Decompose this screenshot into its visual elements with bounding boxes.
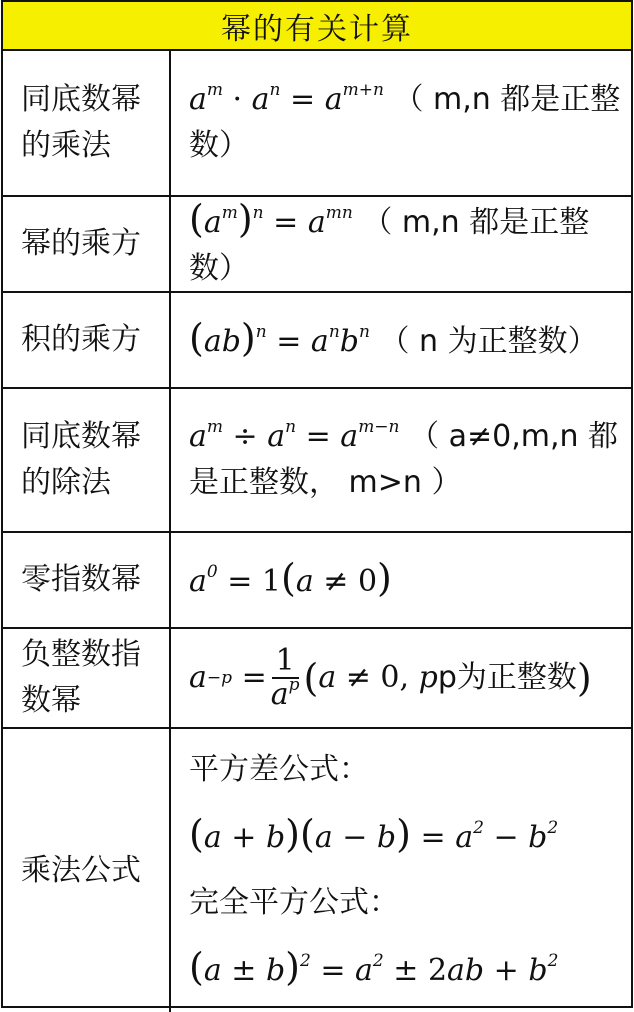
table-row-negative-exponent [3, 629, 631, 729]
row-formula: 平方差公式： $(a + b)(a - b) = a^2 - b^2$ 完全平方公式： $(a \pm b)^2 = a^2 \pm 2ab + b^2$ [171, 729, 631, 1012]
difference-of-squares-label: 平方差公式： [189, 752, 369, 788]
row-note: p为正整数 [437, 660, 577, 695]
table-row-power-of-power [3, 197, 631, 293]
row-formula: $a^m \div a^n = a^{m-n}$ （ a≠0,m,n 都是正整数， m>n ） [189, 417, 619, 500]
table-row-multiplication-formulas [3, 729, 631, 1012]
row-note: （ m,n 都是正整数） [189, 82, 621, 163]
perfect-square-label: 完全平方公式： [189, 884, 399, 920]
row-name: 同底数幂的除法 [3, 389, 171, 531]
row-formula: $a^m \cdot a^n = a^{m+n}$ （ m,n 都是正整数） [189, 80, 621, 163]
row-name: 负整数指数幂 [3, 629, 171, 727]
row-name: 积的乘方 [3, 293, 171, 387]
table-row-multiplication [3, 51, 631, 197]
row-name: 幂的乘方 [3, 197, 171, 291]
row-formula: $a^0 = 1(a \ne 0)$ [189, 556, 392, 600]
row-formula: a −p = $\frac{1}{a^p}$ ( a ≠ 0, p p为正整数 ) [189, 643, 592, 712]
row-name: 同底数幂的乘法 [3, 51, 171, 195]
row-note: （ n 为正整数） [379, 324, 598, 359]
row-note: （ m,n 都是正整数） [189, 205, 590, 286]
row-name: 零指数幂 [3, 533, 171, 627]
table-row-zero-exponent [3, 533, 631, 629]
fraction: $\frac{1}{a^p}$ [270, 643, 300, 712]
table-title: 幂的有关计算 [3, 2, 631, 51]
row-note: （ a≠0,m,n 都是正整数， m>n ） [189, 419, 619, 500]
row-formula: $(a^m)^n = a^{mn}$ （ m,n 都是正整数） [189, 197, 590, 286]
table-row-division [3, 389, 631, 533]
row-formula: $(ab)^n = a^nb^n$ （ n 为正整数） [189, 316, 598, 360]
table-row-power-of-product [3, 293, 631, 389]
row-name: 乘法公式 [3, 729, 171, 1012]
power-rules-table [1, 0, 633, 1008]
